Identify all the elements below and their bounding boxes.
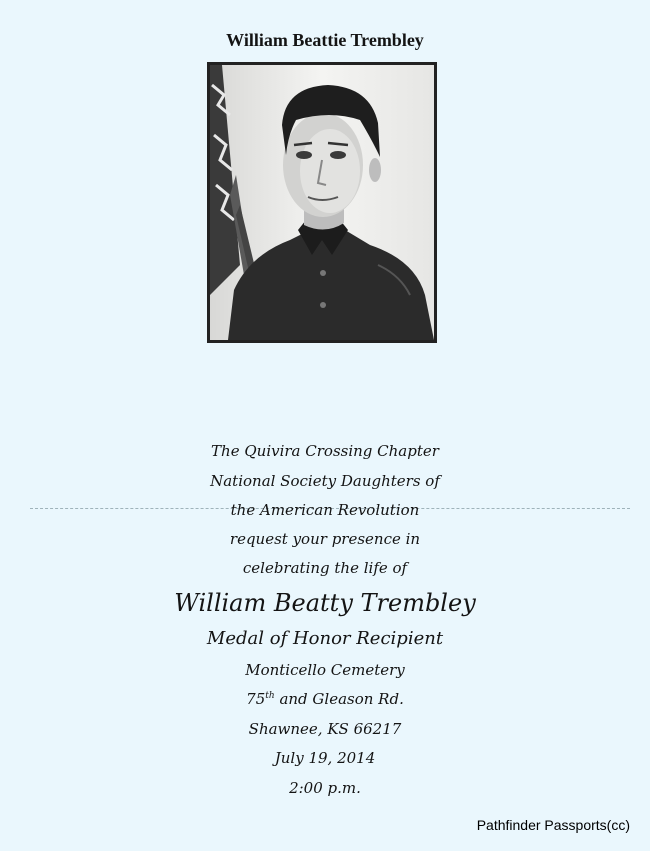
event-date: July 19, 2014 [274,749,376,767]
event-time: 2:00 p.m. [289,779,361,797]
invitation-line-3: the American Revolution [230,501,420,519]
street-number: 75 [246,690,266,708]
venue-name: Monticello Cemetery [245,661,405,679]
credit-text: Pathfinder Passports(cc) [476,817,630,833]
invitation-line-5: celebrating the life of [242,559,408,577]
invitation-line-4: request your presence in [229,530,421,548]
honor-title: Medal of Honor Recipient [206,628,444,649]
venue-street [0,690,650,708]
street-name: and Gleason Rd. [274,690,404,708]
page-title: William Beattie Trembley [226,30,424,50]
invitation-line-1: The Quivira Crossing Chapter [211,442,439,460]
venue-city: Shawnee, KS 66217 [248,720,402,738]
street-suffix: th [265,691,275,701]
portrait-photo [207,62,437,343]
invitation-line-2: National Society Daughters of [210,472,440,490]
honoree-name: William Beatty Trembley [174,589,476,617]
